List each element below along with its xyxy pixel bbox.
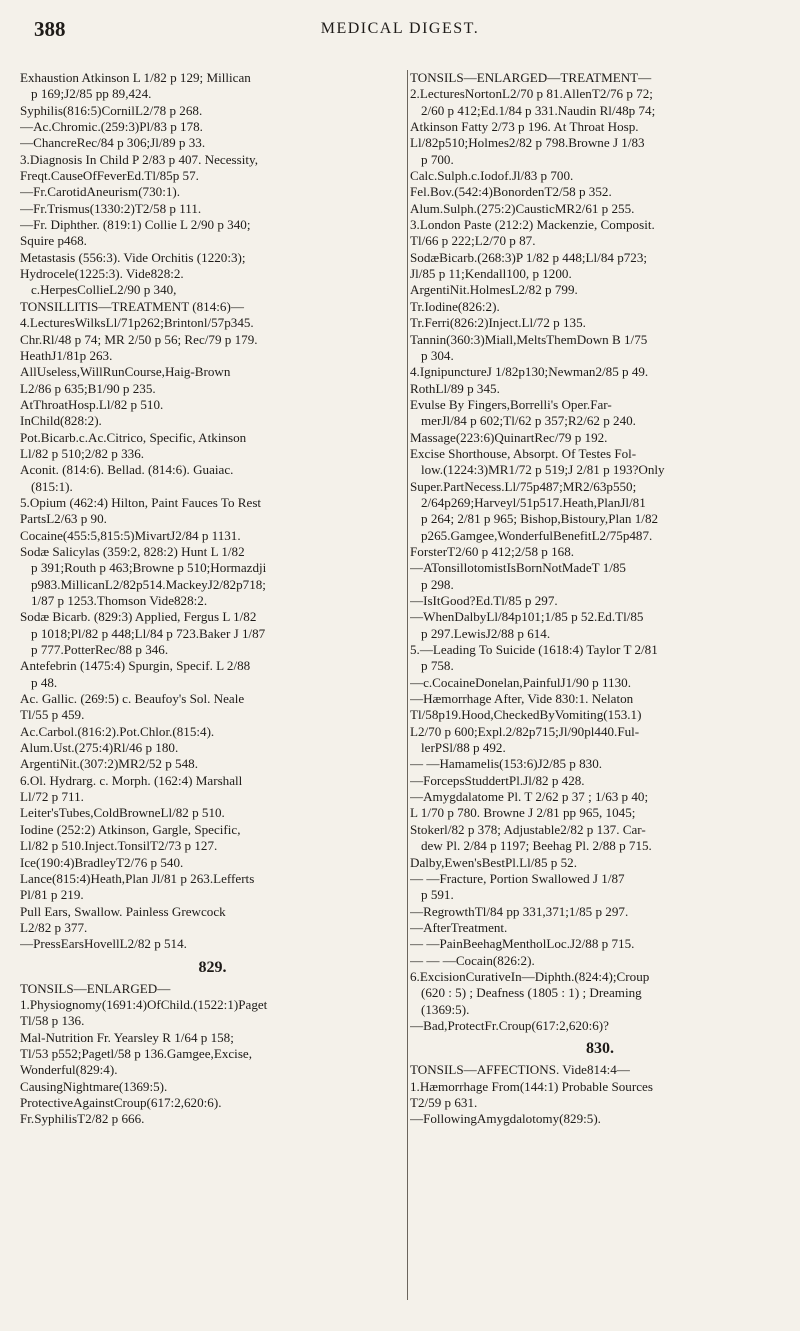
- section-number: 830.: [586, 1040, 614, 1058]
- index-line: Antefebrin (1475:4) Spurgin, Specif. L 2/88: [20, 658, 251, 674]
- index-line: Tl/58p19.Hood,CheckedByVomiting(153.1): [410, 707, 642, 723]
- index-line: Ll/82 p 510.Inject.TonsilT2/73 p 127.: [20, 838, 218, 854]
- index-line: 1.Hæmorrhage From(144:1) Probable Sources: [410, 1078, 653, 1094]
- index-line: —RegrowthTl/84 pp 331,371;1/85 p 297.: [410, 903, 629, 919]
- index-line: p 777.PotterRec/88 p 346.: [31, 642, 169, 658]
- index-line: TONSILLITIS—TREATMENT (814:6)—: [20, 298, 244, 314]
- index-line: 3.London Paste (212:2) Mackenzie, Composit.: [410, 217, 655, 233]
- index-line: p 304.: [421, 347, 454, 363]
- index-line: Alum.Ust.(275:4)Rl/46 p 180.: [20, 740, 179, 756]
- index-line: p 591.: [421, 887, 454, 903]
- index-line: Chr.Rl/48 p 74; MR 2/50 p 56; Rec/79 p 179.: [20, 331, 258, 347]
- index-line: Massage(223:6)QuinartRec/79 p 192.: [410, 429, 608, 445]
- index-line: —ATonsillotomistIsBornNotMadeT 1/85: [410, 560, 626, 576]
- index-line: Syphilis(816:5)CornilL2/78 p 268.: [20, 102, 203, 118]
- index-line: — —Hamamelis(153:6)J2/85 p 830.: [410, 756, 603, 772]
- index-line: Super.PartNecess.Ll/75p487;MR2/63p550;: [410, 478, 637, 494]
- index-line: Atkinson Fatty 2/73 p 196. At Throat Hosp.: [410, 119, 639, 135]
- index-line: Tl/58 p 136.: [20, 1013, 85, 1029]
- index-line: (815:1).: [31, 478, 73, 494]
- section-number: 829.: [198, 958, 227, 976]
- index-line: p 700.: [421, 151, 454, 167]
- index-line: p 1018;Pl/82 p 448;Ll/84 p 723.Baker J 1/87: [31, 625, 266, 641]
- index-line: Tannin(360:3)Miall,MeltsThemDown B 1/75: [410, 331, 648, 347]
- index-line: Exhaustion Atkinson L 1/82 p 129; Millican: [20, 70, 251, 85]
- index-line: p265.Gamgee,WonderfulBenefitL2/75p487.: [421, 527, 653, 543]
- index-line: Tl/53 p552;Pagetl/58 p 136.Gamgee,Excise,: [20, 1045, 253, 1061]
- left-column: [20, 70, 405, 1128]
- index-line: Mal-Nutrition Fr. Yearsley R 1/64 p 158;: [20, 1029, 234, 1045]
- index-line: —Bad,ProtectFr.Croup(617:2,620:6)?: [410, 1017, 609, 1033]
- index-line: p 169;J2/85 pp 89,424.: [31, 86, 152, 102]
- index-line: —PressEarsHovellL2/82 p 514.: [20, 936, 187, 952]
- index-line: —IsItGood?Ed.Tl/85 p 297.: [410, 593, 558, 608]
- index-line: (1369:5).: [421, 1001, 470, 1017]
- index-line: 1/87 p 1253.Thomson Vide828:2.: [31, 593, 208, 608]
- index-line: L2/82 p 377.: [20, 919, 88, 935]
- index-line: Ac. Gallic. (269:5) c. Beaufoy's Sol. Neale: [20, 691, 245, 707]
- index-line: 2.LecturesNortonL2/70 p 81.AllenT2/76 p 72;: [410, 86, 653, 102]
- index-line: —Amygdalatome Pl. T 2/62 p 37 ; 1/63 p 40;: [410, 789, 649, 805]
- index-line: —ChancreRec/84 p 306;Jl/89 p 33.: [20, 135, 206, 151]
- index-line: Ll/82 p 510;2/82 p 336.: [20, 445, 145, 461]
- index-line: Ice(190:4)BradleyT2/76 p 540.: [20, 854, 184, 870]
- index-line: — —PainBeehagMentholLoc.J2/88 p 715.: [410, 936, 635, 952]
- index-line: p 264; 2/81 p 965; Bishop,Bistoury,Plan 1/82: [421, 511, 659, 527]
- index-line: Excise Shorthouse, Absorpt. Of Testes Fol-: [410, 445, 637, 461]
- index-line: L2/70 p 600;Expl.2/82p715;Jl/90pl440.Ful-: [410, 723, 640, 739]
- index-line: 3.Diagnosis In Child P 2/83 p 407. Necessity,: [20, 151, 258, 167]
- index-line: p 297.LewisJ2/88 p 614.: [421, 625, 551, 641]
- index-line: Metastasis (556:3). Vide Orchitis (1220:3);: [20, 249, 246, 265]
- index-line: — —Fracture, Portion Swallowed J 1/87: [410, 870, 625, 886]
- index-line: Freqt.CauseOfFeverEd.Tl/85p 57.: [20, 168, 199, 184]
- index-line: —WhenDalbyLl/84p101;1/85 p 52.Ed.Tl/85: [410, 609, 644, 625]
- index-line: ArgentiNit.(307:2)MR2/52 p 548.: [20, 756, 198, 772]
- running-head: MEDICAL DIGEST.: [320, 20, 480, 37]
- index-line: 4.IgnipunctureJ 1/82p130;Newman2/85 p 49.: [410, 364, 649, 380]
- index-line: Lance(815:4)Heath,Plan Jl/81 p 263.Lefferts: [20, 870, 255, 886]
- column-divider: [407, 70, 408, 1300]
- index-line: InChild(828:2).: [20, 413, 102, 429]
- index-line: Tr.Iodine(826:2).: [410, 298, 500, 314]
- index-line: TONSILS—ENLARGED—TREATMENT—: [410, 70, 652, 85]
- index-line: ForsterT2/60 p 412;2/58 p 168.: [410, 543, 575, 559]
- index-line: dew Pl. 2/84 p 1197; Beehag Pl. 2/88 p 715.: [421, 838, 652, 854]
- index-line: 6.Ol. Hydrarg. c. Morph. (162:4) Marshall: [20, 772, 243, 788]
- index-line: —Fr.CarotidAneurism(730:1).: [20, 184, 181, 200]
- index-line: Cocaine(455:5,815:5)MivartJ2/84 p 1131.: [20, 527, 241, 543]
- index-line: Pull Ears, Swallow. Painless Grewcock: [20, 903, 226, 919]
- index-line: lerPSl/88 p 492.: [421, 740, 506, 756]
- index-line: 6.ExcisionCurativeIn—Diphth.(824:4);Croup: [410, 968, 650, 984]
- page-number: 388: [34, 17, 66, 41]
- index-line: Ac.Carbol.(816:2).Pot.Chlor.(815:4).: [20, 723, 215, 739]
- index-line: Ll/82p510;Holmes2/82 p 798.Browne J 1/83: [410, 135, 645, 151]
- index-line: CausingNightmare(1369:5).: [20, 1078, 168, 1094]
- index-line: Jl/85 p 11;Kendall100, p 1200.: [410, 266, 572, 282]
- index-line: —Hæmorrhage After, Vide 830:1. Nelaton: [410, 691, 634, 707]
- index-line: p 48.: [31, 674, 58, 690]
- index-line: Pot.Bicarb.c.Ac.Citrico, Specific, Atkinson: [20, 429, 247, 445]
- index-line: p983.MillicanL2/82p514.MackeyJ2/82p718;: [31, 576, 266, 592]
- index-line: Sodæ Salicylas (359:2, 828:2) Hunt L 1/82: [20, 543, 245, 559]
- index-line: Fr.SyphilisT2/82 p 666.: [20, 1111, 145, 1127]
- index-line: PartsL2/63 p 90.: [20, 511, 107, 527]
- index-line: —AfterTreatment.: [410, 919, 508, 935]
- index-line: p 298.: [421, 576, 454, 592]
- index-line: Tr.Ferri(826:2)Inject.Ll/72 p 135.: [410, 315, 586, 331]
- index-line: Ll/72 p 711.: [20, 789, 84, 805]
- index-line: (620 : 5) ; Deafness (1805 : 1) ; Dreaming: [421, 985, 642, 1001]
- index-line: Squire p468.: [20, 233, 87, 249]
- index-line: TONSILS—AFFECTIONS. Vide814:4—: [410, 1062, 630, 1078]
- right-column: [410, 70, 790, 1128]
- index-line: low.(1224:3)MR1/72 p 519;J 2/81 p 193?Only: [421, 462, 665, 478]
- index-line: —FollowingAmygdalotomy(829:5).: [410, 1111, 601, 1127]
- index-line: TONSILS—ENLARGED—: [20, 980, 171, 996]
- index-line: 2/64p269;Harveyl/51p517.Heath,PlanJl/81: [421, 494, 646, 510]
- index-line: —Fr.Trismus(1330:2)T2/58 p 111.: [20, 200, 202, 216]
- index-line: Tl/66 p 222;L2/70 p 87.: [410, 233, 536, 249]
- index-line: HeathJ1/81p 263.: [20, 347, 113, 363]
- index-line: p 391;Routh p 463;Browne p 510;Hormazdji: [31, 560, 267, 576]
- index-line: —Ac.Chromic.(259:3)Pl/83 p 178.: [20, 119, 203, 135]
- index-line: T2/59 p 631.: [410, 1094, 478, 1110]
- index-line: Evulse By Fingers,Borrelli's Oper.Far-: [410, 396, 612, 412]
- index-line: SodæBicarb.(268:3)P 1/82 p 448;Ll/84 p723;: [410, 249, 648, 265]
- index-line: Iodine (252:2) Atkinson, Gargle, Specific,: [20, 821, 241, 837]
- index-line: —c.CocaineDonelan,PainfulJ1/90 p 1130.: [410, 674, 631, 690]
- index-line: merJl/84 p 602;Tl/62 p 357;R2/62 p 240.: [421, 413, 636, 429]
- index-line: Sodæ Bicarb. (829:3) Applied, Fergus L 1/82: [20, 609, 257, 625]
- index-line: Hydrocele(1225:3). Vide828:2.: [20, 266, 184, 282]
- index-line: L 1/70 p 780. Browne J 2/81 pp 965, 1045;: [410, 805, 636, 821]
- index-line: 1.Physiognomy(1691:4)OfChild.(1522:1)Paget: [20, 996, 268, 1012]
- index-line: Dalby,Ewen'sBestPl.Ll/85 p 52.: [410, 854, 577, 870]
- index-line: ProtectiveAgainstCroup(617:2,620:6).: [20, 1094, 222, 1110]
- index-line: Stokerl/82 p 378; Adjustable2/82 p 137. Car-: [410, 821, 646, 837]
- index-line: 5.—Leading To Suicide (1618:4) Taylor T 2/81: [410, 642, 658, 658]
- index-line: Aconit. (814:6). Bellad. (814:6). Guaiac.: [20, 462, 234, 478]
- index-line: Fel.Bov.(542:4)BonordenT2/58 p 352.: [410, 184, 612, 200]
- index-line: c.HerpesCollieL2/90 p 340,: [31, 282, 177, 298]
- index-line: p 758.: [421, 658, 454, 674]
- index-line: L2/86 p 635;B1/90 p 235.: [20, 380, 156, 396]
- index-line: Pl/81 p 219.: [20, 887, 84, 903]
- index-line: Tl/55 p 459.: [20, 707, 85, 723]
- index-line: 4.LecturesWilksLl/71p262;Brintonl/57p345.: [20, 315, 254, 331]
- index-line: 2/60 p 412;Ed.1/84 p 331.Naudin Rl/48p 74;: [421, 102, 656, 118]
- index-line: —ForcepsStuddertPl.Jl/82 p 428.: [410, 772, 585, 788]
- index-line: — — —Cocain(826:2).: [410, 952, 535, 968]
- index-line: Alum.Sulph.(275:2)CausticMR2/61 p 255.: [410, 200, 635, 216]
- index-line: Calc.Sulph.c.Iodof.Jl/83 p 700.: [410, 168, 574, 184]
- index-line: —Fr. Diphther. (819:1) Collie L 2/90 p 340;: [20, 217, 251, 233]
- index-line: Wonderful(829:4).: [20, 1062, 118, 1078]
- index-line: AllUseless,WillRunCourse,Haig-Brown: [20, 364, 231, 380]
- index-line: 5.Opium (462:4) Hilton, Paint Fauces To Rest: [20, 494, 262, 510]
- index-line: ArgentiNit.HolmesL2/82 p 799.: [410, 282, 578, 298]
- index-line: RothLl/89 p 345.: [410, 380, 500, 396]
- index-line: AtThroatHosp.Ll/82 p 510.: [20, 396, 164, 412]
- index-line: Leiter'sTubes,ColdBrowneLl/82 p 510.: [20, 805, 225, 821]
